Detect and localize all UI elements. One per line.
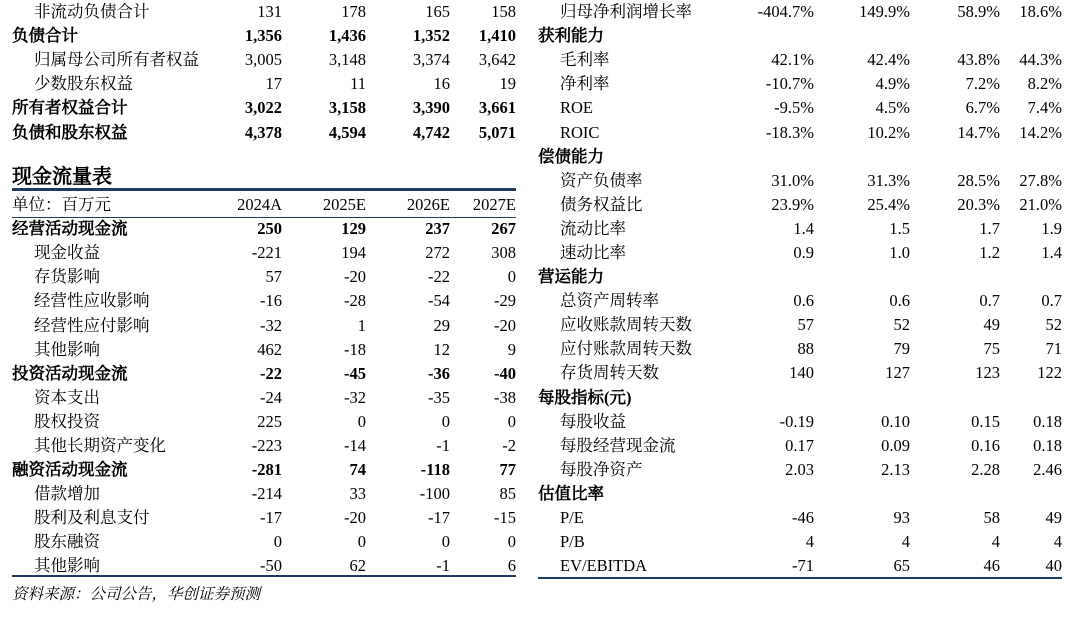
cell-value: 11 xyxy=(350,74,366,94)
row-label: 非流动负债合计 xyxy=(34,2,150,22)
cell-value: 6.7% xyxy=(965,98,1000,118)
cell-value: -214 xyxy=(251,484,282,504)
cell-value: -40 xyxy=(494,363,516,383)
cell-value: 49 xyxy=(1045,508,1062,528)
cell-value: -15 xyxy=(494,508,516,528)
cell-value: 6 xyxy=(507,556,516,576)
balance-row xyxy=(12,72,516,96)
cell-value: 0 xyxy=(441,532,450,552)
cell-value xyxy=(910,24,1000,48)
cell-value: -1 xyxy=(436,435,450,455)
cell-value: 17 xyxy=(265,74,282,94)
cell-value: 1,410 xyxy=(478,26,516,46)
row-label: 营运能力 xyxy=(538,267,604,287)
cell-value xyxy=(814,386,910,410)
balance-sheet-tail-table xyxy=(12,0,516,145)
row-label: 经营性应付影响 xyxy=(34,315,150,335)
row-label: 负债和股东权益 xyxy=(12,122,128,142)
cell-value: 2.03 xyxy=(785,459,814,479)
year-header: 2027E xyxy=(472,195,516,215)
cell-value: 1,356 xyxy=(244,26,282,46)
cell-value: 0.09 xyxy=(881,435,910,455)
cell-value: 4,742 xyxy=(412,122,450,142)
cell-value: 58.9% xyxy=(957,2,1000,22)
ratio-row xyxy=(538,96,1062,120)
row-label: 总资产周转率 xyxy=(560,291,659,311)
cell-value: 149.9% xyxy=(859,2,910,22)
cell-value: -223 xyxy=(251,435,282,455)
cell-value: 127 xyxy=(885,363,910,383)
cashflow-row xyxy=(12,506,516,530)
ratio-row xyxy=(538,193,1062,217)
ratio-row xyxy=(538,554,1062,578)
cell-value: -22 xyxy=(260,363,282,383)
cell-value xyxy=(1000,386,1062,410)
cell-value: 74 xyxy=(349,460,366,480)
cell-value: -9.5% xyxy=(774,98,814,118)
cell-value: -18 xyxy=(344,339,366,359)
cell-value: 1 xyxy=(357,315,366,335)
cell-value: -71 xyxy=(792,556,814,576)
ratio-row xyxy=(538,217,1062,241)
cell-value: 0.6 xyxy=(889,291,910,311)
cashflow-row xyxy=(12,338,516,362)
cell-value xyxy=(814,24,910,48)
cell-value: 4,594 xyxy=(328,122,366,142)
cell-value: 0.7 xyxy=(1041,291,1062,311)
ratio-row xyxy=(538,265,1062,289)
cell-value: -54 xyxy=(428,291,450,311)
cashflow-row xyxy=(12,217,516,241)
cell-value: 3,022 xyxy=(244,98,282,118)
cell-value: 27.8% xyxy=(1019,170,1062,190)
cell-value: 2.46 xyxy=(1033,459,1062,479)
cell-value: 4.5% xyxy=(875,98,910,118)
cell-value: 28.5% xyxy=(957,170,1000,190)
row-label: 每股净资产 xyxy=(560,459,643,479)
cell-value: 4.9% xyxy=(875,74,910,94)
cell-value xyxy=(1000,482,1062,506)
cell-value: 31.0% xyxy=(771,170,814,190)
row-label: 资产负债率 xyxy=(560,170,643,190)
cell-value: 29 xyxy=(433,315,450,335)
cell-value: 165 xyxy=(425,2,450,22)
cashflow-bottom-rule xyxy=(12,575,516,577)
cell-value: 16 xyxy=(433,74,450,94)
cell-value: 3,005 xyxy=(244,50,282,70)
cell-value: 46 xyxy=(983,556,1000,576)
cashflow-row xyxy=(12,530,516,554)
cell-value: 19 xyxy=(499,74,516,94)
cell-value: 250 xyxy=(257,219,282,239)
row-label: 其他影响 xyxy=(34,556,100,576)
balance-row xyxy=(12,120,516,144)
cell-value: 31.3% xyxy=(867,170,910,190)
cell-value: 1.7 xyxy=(979,218,1000,238)
cashflow-header-row xyxy=(12,193,516,217)
cell-value: 44.3% xyxy=(1019,50,1062,70)
cell-value xyxy=(814,482,910,506)
cell-value: 131 xyxy=(257,2,282,22)
cell-value: 40 xyxy=(1045,556,1062,576)
row-label: 投资活动现金流 xyxy=(12,363,128,383)
cell-value: 85 xyxy=(499,484,516,504)
cell-value: 8.2% xyxy=(1027,74,1062,94)
row-label: P/B xyxy=(560,532,585,552)
row-label: 资本支出 xyxy=(34,387,100,407)
row-label: 每股收益 xyxy=(560,411,626,431)
cell-value: -17 xyxy=(260,508,282,528)
cell-value: -20 xyxy=(344,508,366,528)
cell-value: 4 xyxy=(901,532,910,552)
cell-value: -14 xyxy=(344,435,366,455)
cell-value: 42.1% xyxy=(771,50,814,70)
cell-value: -36 xyxy=(428,363,450,383)
cell-value: -18.3% xyxy=(765,122,814,142)
cell-value: 21.0% xyxy=(1019,194,1062,214)
cell-value: 0 xyxy=(507,532,516,552)
row-label: ROIC xyxy=(560,122,600,142)
cell-value: -0.19 xyxy=(779,411,814,431)
row-label: 获利能力 xyxy=(538,26,604,46)
cell-value: -16 xyxy=(260,291,282,311)
ratio-row xyxy=(538,24,1062,48)
cell-value xyxy=(722,145,814,169)
cell-value: -1 xyxy=(436,556,450,576)
cell-value: 52 xyxy=(1045,315,1062,335)
cell-value: 14.7% xyxy=(957,122,1000,142)
cell-value xyxy=(722,482,814,506)
cell-value xyxy=(1000,265,1062,289)
cell-value: 0.15 xyxy=(971,411,1000,431)
balance-row xyxy=(12,0,516,24)
cashflow-row xyxy=(12,362,516,386)
row-label: 归属母公司所有者权益 xyxy=(34,50,199,70)
cashflow-row xyxy=(12,289,516,313)
cashflow-row xyxy=(12,265,516,289)
cell-value: -100 xyxy=(419,484,450,504)
cell-value: 123 xyxy=(975,363,1000,383)
cell-value: 79 xyxy=(893,339,910,359)
cell-value: -20 xyxy=(344,267,366,287)
cell-value: 0 xyxy=(507,267,516,287)
cell-value: 237 xyxy=(425,219,450,239)
ratio-row xyxy=(538,72,1062,96)
row-label: 归母净利润增长率 xyxy=(560,2,692,22)
cell-value: 49 xyxy=(983,315,1000,335)
row-label: 股东融资 xyxy=(34,532,100,552)
cell-value: 25.4% xyxy=(867,194,910,214)
year-header: 2024A xyxy=(237,195,282,215)
cell-value xyxy=(910,482,1000,506)
cell-value: 0 xyxy=(441,411,450,431)
cell-value: 1,352 xyxy=(412,26,450,46)
cell-value: 4 xyxy=(805,532,814,552)
row-label: 其他长期资产变化 xyxy=(34,435,166,455)
row-label: 股权投资 xyxy=(34,411,100,431)
row-label: 应收账款周转天数 xyxy=(560,315,692,335)
row-label: P/E xyxy=(560,508,584,528)
ratio-row xyxy=(538,386,1062,410)
cashflow-row xyxy=(12,458,516,482)
cell-value xyxy=(1000,24,1062,48)
cell-value xyxy=(910,145,1000,169)
ratio-row xyxy=(538,361,1062,385)
cell-value: -24 xyxy=(260,387,282,407)
cell-value: 0 xyxy=(357,411,366,431)
cell-value: 1.4 xyxy=(793,218,814,238)
cell-value xyxy=(722,386,814,410)
row-label: 少数股东权益 xyxy=(34,74,133,94)
cell-value: 2.28 xyxy=(971,459,1000,479)
cell-value: -10.7% xyxy=(765,74,814,94)
source-note: 资料来源：公司公告，华创证券预测 xyxy=(12,586,261,603)
row-label: 债务权益比 xyxy=(560,194,643,214)
cell-value: -20 xyxy=(494,315,516,335)
cell-value: 75 xyxy=(983,339,1000,359)
balance-row xyxy=(12,48,516,72)
cell-value: 2.13 xyxy=(881,459,910,479)
cell-value: 129 xyxy=(341,219,366,239)
year-header: 2026E xyxy=(406,195,450,215)
cell-value: -45 xyxy=(344,363,366,383)
cell-value: 0.17 xyxy=(785,435,814,455)
row-label: 净利率 xyxy=(560,74,610,94)
balance-row xyxy=(12,24,516,48)
ratio-row xyxy=(538,410,1062,434)
row-label: 毛利率 xyxy=(560,50,610,70)
ratio-row xyxy=(538,241,1062,265)
cell-value: 0 xyxy=(357,532,366,552)
ratio-table xyxy=(538,0,1062,578)
cell-value: 57 xyxy=(265,267,282,287)
cell-value: -38 xyxy=(494,387,516,407)
cell-value: 1.4 xyxy=(1041,242,1062,262)
cell-value: -29 xyxy=(494,291,516,311)
row-label: 估值比率 xyxy=(538,483,604,503)
cell-value: -50 xyxy=(260,556,282,576)
row-label: 偿债能力 xyxy=(538,146,604,166)
cell-value: -35 xyxy=(428,387,450,407)
cell-value: 3,390 xyxy=(412,98,450,118)
row-label: 应付账款周转天数 xyxy=(560,339,692,359)
cell-value: 3,148 xyxy=(328,50,366,70)
row-label: ROE xyxy=(560,98,593,118)
row-label: 速动比率 xyxy=(560,242,626,262)
cell-value: 88 xyxy=(797,339,814,359)
cell-value: -46 xyxy=(792,508,814,528)
cell-value: 267 xyxy=(491,219,516,239)
cell-value: 4 xyxy=(1053,532,1062,552)
cashflow-row xyxy=(12,241,516,265)
row-label: 融资活动现金流 xyxy=(12,460,128,480)
cell-value xyxy=(814,265,910,289)
cell-value: 4 xyxy=(991,532,1000,552)
row-label: EV/EBITDA xyxy=(560,556,648,576)
cell-value: 58 xyxy=(983,508,1000,528)
unit-label: 单位：百万元 xyxy=(12,195,111,215)
cell-value: 65 xyxy=(893,556,910,576)
ratio-row xyxy=(538,482,1062,506)
cashflow-row xyxy=(12,482,516,506)
cell-value xyxy=(910,386,1000,410)
cell-value: 43.8% xyxy=(957,50,1000,70)
cell-value: 10.2% xyxy=(867,122,910,142)
row-label: 经营活动现金流 xyxy=(12,219,128,239)
row-label: 流动比率 xyxy=(560,218,626,238)
cell-value: 33 xyxy=(349,484,366,504)
cell-value: 52 xyxy=(893,315,910,335)
row-label: 其他影响 xyxy=(34,339,100,359)
cell-value xyxy=(910,265,1000,289)
cell-value: 1.9 xyxy=(1041,218,1062,238)
row-label: 股利及利息支付 xyxy=(34,508,150,528)
ratio-row xyxy=(538,458,1062,482)
cell-value: 71 xyxy=(1045,339,1062,359)
row-label: 负债合计 xyxy=(12,26,78,46)
cell-value: 308 xyxy=(491,243,516,263)
cashflow-title-rule xyxy=(12,188,516,191)
cell-value: 42.4% xyxy=(867,50,910,70)
cell-value: 5,071 xyxy=(478,122,516,142)
cell-value: 0.7 xyxy=(979,291,1000,311)
cell-value: 23.9% xyxy=(771,194,814,214)
cashflow-title: 现金流量表 xyxy=(12,166,112,188)
cell-value: -32 xyxy=(260,315,282,335)
row-label: 存货影响 xyxy=(34,267,100,287)
cell-value: 140 xyxy=(789,363,814,383)
cell-value: -17 xyxy=(428,508,450,528)
ratio-row xyxy=(538,530,1062,554)
cashflow-table xyxy=(12,193,516,579)
cell-value: 4,378 xyxy=(244,122,282,142)
cell-value: 20.3% xyxy=(957,194,1000,214)
cell-value: 0.10 xyxy=(881,411,910,431)
cell-value: 14.2% xyxy=(1019,122,1062,142)
ratio-row xyxy=(538,506,1062,530)
cell-value: 0 xyxy=(507,411,516,431)
cell-value: 3,158 xyxy=(328,98,366,118)
cell-value: 158 xyxy=(491,2,516,22)
cell-value: 272 xyxy=(425,243,450,263)
cell-value: 3,661 xyxy=(478,98,516,118)
cell-value: 77 xyxy=(499,460,516,480)
cell-value: 0.18 xyxy=(1033,435,1062,455)
cell-value xyxy=(722,24,814,48)
cell-value: 1.0 xyxy=(889,242,910,262)
cell-value: 7.2% xyxy=(965,74,1000,94)
row-label: 所有者权益合计 xyxy=(12,98,128,118)
ratio-row xyxy=(538,337,1062,361)
ratio-row xyxy=(538,289,1062,313)
cell-value: 0 xyxy=(273,532,282,552)
cell-value xyxy=(814,145,910,169)
row-label: 每股经营现金流 xyxy=(560,435,676,455)
cell-value: 7.4% xyxy=(1027,98,1062,118)
row-label: 存货周转天数 xyxy=(560,363,659,383)
cell-value: 122 xyxy=(1037,363,1062,383)
cell-value: 1,436 xyxy=(328,26,366,46)
cell-value: 93 xyxy=(893,508,910,528)
cell-value: 12 xyxy=(433,339,450,359)
year-header: 2025E xyxy=(322,195,366,215)
cell-value: -28 xyxy=(344,291,366,311)
row-label: 借款增加 xyxy=(34,484,100,504)
ratio-row xyxy=(538,169,1062,193)
ratio-row xyxy=(538,145,1062,169)
cell-value: 62 xyxy=(349,556,366,576)
ratio-row xyxy=(538,313,1062,337)
cell-value: -281 xyxy=(251,460,282,480)
cell-value: 225 xyxy=(257,411,282,431)
ratio-row xyxy=(538,0,1062,24)
cell-value: 462 xyxy=(257,339,282,359)
cell-value: 3,374 xyxy=(412,50,450,70)
balance-row xyxy=(12,96,516,120)
cashflow-row xyxy=(12,434,516,458)
cell-value: 1.5 xyxy=(889,218,910,238)
cell-value: 0.9 xyxy=(793,242,814,262)
row-label: 每股指标(元) xyxy=(538,387,632,407)
cell-value: -2 xyxy=(502,435,516,455)
cell-value: 0.6 xyxy=(793,291,814,311)
cell-value: -404.7% xyxy=(757,2,814,22)
row-label: 经营性应收影响 xyxy=(34,291,150,311)
cell-value: -118 xyxy=(420,460,450,480)
ratio-row xyxy=(538,434,1062,458)
cell-value: -32 xyxy=(344,387,366,407)
cashflow-row xyxy=(12,410,516,434)
cell-value: 3,642 xyxy=(478,50,516,70)
row-label: 现金收益 xyxy=(34,243,100,263)
ratio-row xyxy=(538,120,1062,144)
cashflow-row xyxy=(12,313,516,337)
cell-value: -221 xyxy=(251,243,282,263)
cell-value: 194 xyxy=(341,243,366,263)
cell-value: -22 xyxy=(428,267,450,287)
cell-value: 57 xyxy=(797,315,814,335)
cell-value: 0.18 xyxy=(1033,411,1062,431)
cell-value: 178 xyxy=(341,2,366,22)
cell-value: 0.16 xyxy=(971,435,1000,455)
cell-value xyxy=(1000,145,1062,169)
ratio-row xyxy=(538,48,1062,72)
cell-value: 18.6% xyxy=(1019,2,1062,22)
ratio-bottom-rule xyxy=(538,577,1062,579)
cell-value xyxy=(722,265,814,289)
cell-value: 1.2 xyxy=(979,242,1000,262)
cashflow-header-rule xyxy=(12,217,516,218)
cell-value: 9 xyxy=(507,339,516,359)
cashflow-row xyxy=(12,386,516,410)
